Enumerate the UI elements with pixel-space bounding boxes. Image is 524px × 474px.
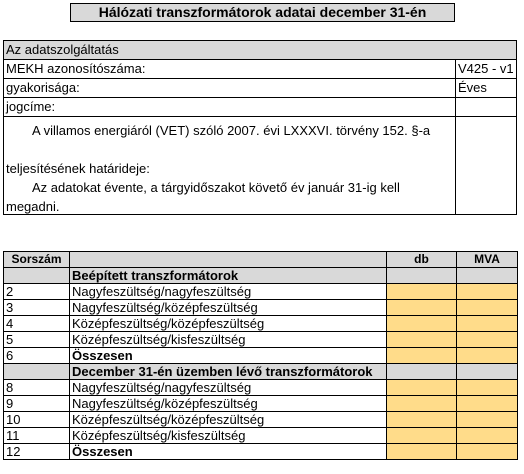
row-number: 4 — [4, 316, 70, 332]
row-number: 10 — [4, 412, 70, 428]
section-num-cell — [4, 268, 70, 284]
row-number: 3 — [4, 300, 70, 316]
section-db-cell — [387, 268, 457, 284]
deadline-text-line2: megadni. — [6, 199, 60, 214]
header-sorszam: Sorszám — [4, 252, 70, 268]
table-row — [4, 428, 518, 444]
db-input-cell[interactable] — [387, 300, 457, 316]
row-label: Nagyfeszültség/középfeszültség — [70, 396, 387, 412]
mva-input-cell[interactable] — [457, 284, 518, 300]
info-value-frequency: Éves — [458, 80, 487, 95]
db-input-cell[interactable] — [387, 348, 457, 364]
mva-input-cell[interactable] — [457, 444, 518, 460]
info-row-frequency — [4, 79, 516, 98]
row-label: Középfeszültség/kisfeszültség — [70, 332, 387, 348]
mva-input-cell[interactable] — [457, 396, 518, 412]
row-label: Középfeszültség/középfeszültség — [70, 412, 387, 428]
table-row — [4, 332, 518, 348]
db-input-cell[interactable] — [387, 380, 457, 396]
info-header-row — [4, 41, 516, 60]
row-number: 5 — [4, 332, 70, 348]
table-row-total — [4, 348, 518, 364]
table-row — [4, 284, 518, 300]
header-mva: MVA — [457, 252, 518, 268]
mva-input-cell[interactable] — [457, 348, 518, 364]
mva-input-cell[interactable] — [457, 412, 518, 428]
row-label: Nagyfeszültség/nagyfeszültség — [70, 284, 387, 300]
row-label: Középfeszültség/középfeszültség — [70, 316, 387, 332]
mva-input-cell[interactable] — [457, 316, 518, 332]
row-number: 2 — [4, 284, 70, 300]
table-row-total — [4, 444, 518, 460]
section-mva-cell — [457, 268, 518, 284]
info-label-frequency: gyakorisága: — [6, 80, 80, 95]
deadline-label: teljesítésének határideje: — [6, 161, 150, 176]
section-title: December 31-én üzemben lévő transzformátorok — [70, 364, 387, 380]
section-row — [4, 268, 518, 284]
info-value-id: V425 - v1 — [458, 61, 514, 76]
mva-input-cell[interactable] — [457, 380, 518, 396]
row-number: 12 — [4, 444, 70, 460]
page-title: Hálózati transzformátorok adatai december 31-én — [70, 3, 455, 22]
deadline-text-line1: Az adatokat évente, a tárgyidőszakot követő év január 31-ig kell — [32, 180, 400, 195]
db-input-cell[interactable] — [387, 396, 457, 412]
info-panel — [3, 40, 517, 215]
legal-basis-text: A villamos energiáról (VET) szóló 2007. évi LXXXVI. törvény 152. §-a — [32, 123, 431, 138]
section-row — [4, 364, 518, 380]
section-num-cell — [4, 364, 70, 380]
section-mva-cell — [457, 364, 518, 380]
section-title: Beépített transzformátorok — [70, 268, 387, 284]
info-label-legal: jogcíme: — [6, 99, 56, 114]
row-label: Középfeszültség/kisfeszültség — [70, 428, 387, 444]
info-header: Az adatszolgáltatás — [6, 42, 119, 57]
transformer-table — [3, 251, 518, 460]
mva-input-cell[interactable] — [457, 300, 518, 316]
section-db-cell — [387, 364, 457, 380]
db-input-cell[interactable] — [387, 332, 457, 348]
table-row — [4, 380, 518, 396]
info-row-id — [4, 60, 516, 79]
row-label: Nagyfeszültség/középfeszültség — [70, 300, 387, 316]
row-number: 9 — [4, 396, 70, 412]
row-number: 8 — [4, 380, 70, 396]
info-label-id: MEKH azonosítószáma: — [6, 61, 146, 76]
mva-input-cell[interactable] — [457, 428, 518, 444]
db-input-cell[interactable] — [387, 412, 457, 428]
db-input-cell[interactable] — [387, 444, 457, 460]
header-db: db — [387, 252, 457, 268]
row-number: 6 — [4, 348, 70, 364]
row-label: Nagyfeszültség/nagyfeszültség — [70, 380, 387, 396]
table-header-row — [4, 252, 518, 268]
db-input-cell[interactable] — [387, 428, 457, 444]
table-row — [4, 300, 518, 316]
table-row — [4, 396, 518, 412]
row-label-total: Összesen — [70, 444, 387, 460]
row-number: 11 — [4, 428, 70, 444]
db-input-cell[interactable] — [387, 284, 457, 300]
table-row — [4, 316, 518, 332]
db-input-cell[interactable] — [387, 316, 457, 332]
header-name — [70, 252, 387, 268]
mva-input-cell[interactable] — [457, 332, 518, 348]
row-label-total: Összesen — [70, 348, 387, 364]
table-row — [4, 412, 518, 428]
info-row-legal — [4, 98, 516, 117]
